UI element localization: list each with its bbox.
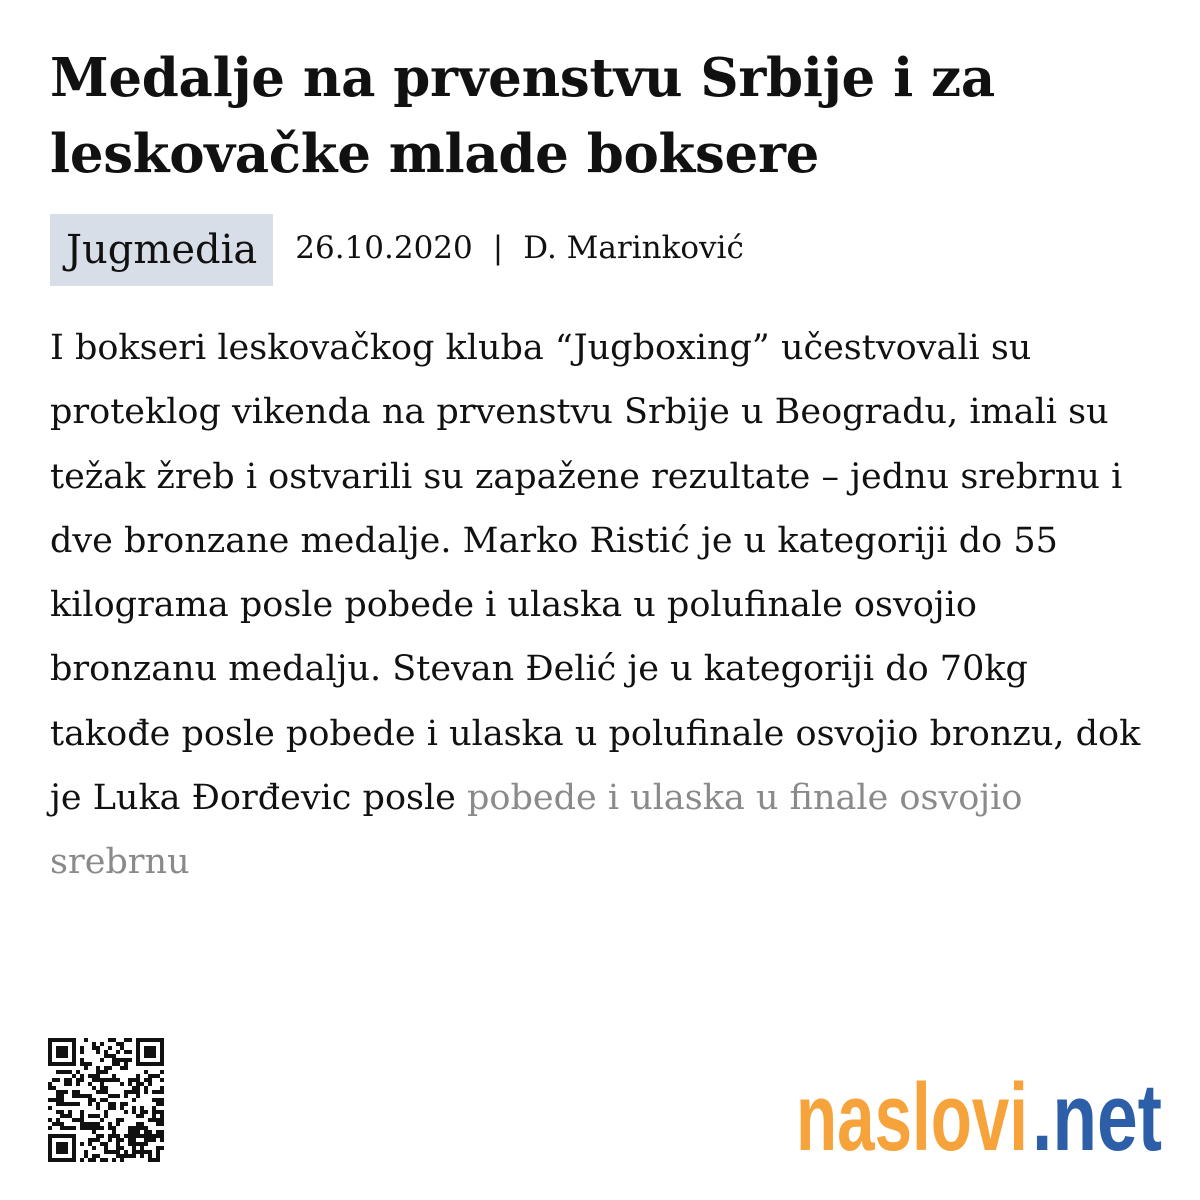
article-body	[50, 316, 1150, 895]
article-body-faded: pobede i ulaska u finale osvojio srebrnu	[50, 778, 1023, 883]
source-badge[interactable]: Jugmedia	[50, 214, 273, 286]
meta-separator: |	[492, 230, 504, 266]
naslovi-logo[interactable]	[796, 1070, 1166, 1166]
article-date: 26.10.2020	[295, 230, 473, 266]
svg-text:naslovi: naslovi	[796, 1070, 1028, 1166]
article-card	[50, 40, 1150, 895]
meta-info	[295, 228, 744, 268]
article-meta	[50, 214, 1150, 286]
naslovi-logo-mark	[796, 1070, 1166, 1166]
svg-text:.net: .net	[1032, 1070, 1162, 1166]
article-author: D. Marinković	[523, 230, 744, 266]
article-title: Medalje na prvenstvu Srbije i za leskovačke mlade boksere	[50, 47, 995, 185]
article-body-text: I bokseri leskovačkog kluba “Jugboxing” učestvovali su proteklog vikenda na prvenstvu Srbije u Beogradu, imali su težak žreb i ostvarili su zapažene rezultate – jednu srebrnu i dve bronzane medalje. Marko Ristić je u kategoriji do 55 kilograma posle pobede i ulaska u polufinale osvojio bronzanu medalju. Stevan Đelić je u kategoriji do 70kg takođe posle pobede i ulaska u polufinale osvojio bronzu, dok je Luka Đorđevic posle	[50, 328, 1141, 819]
qr-code-icon[interactable]	[48, 1038, 164, 1162]
